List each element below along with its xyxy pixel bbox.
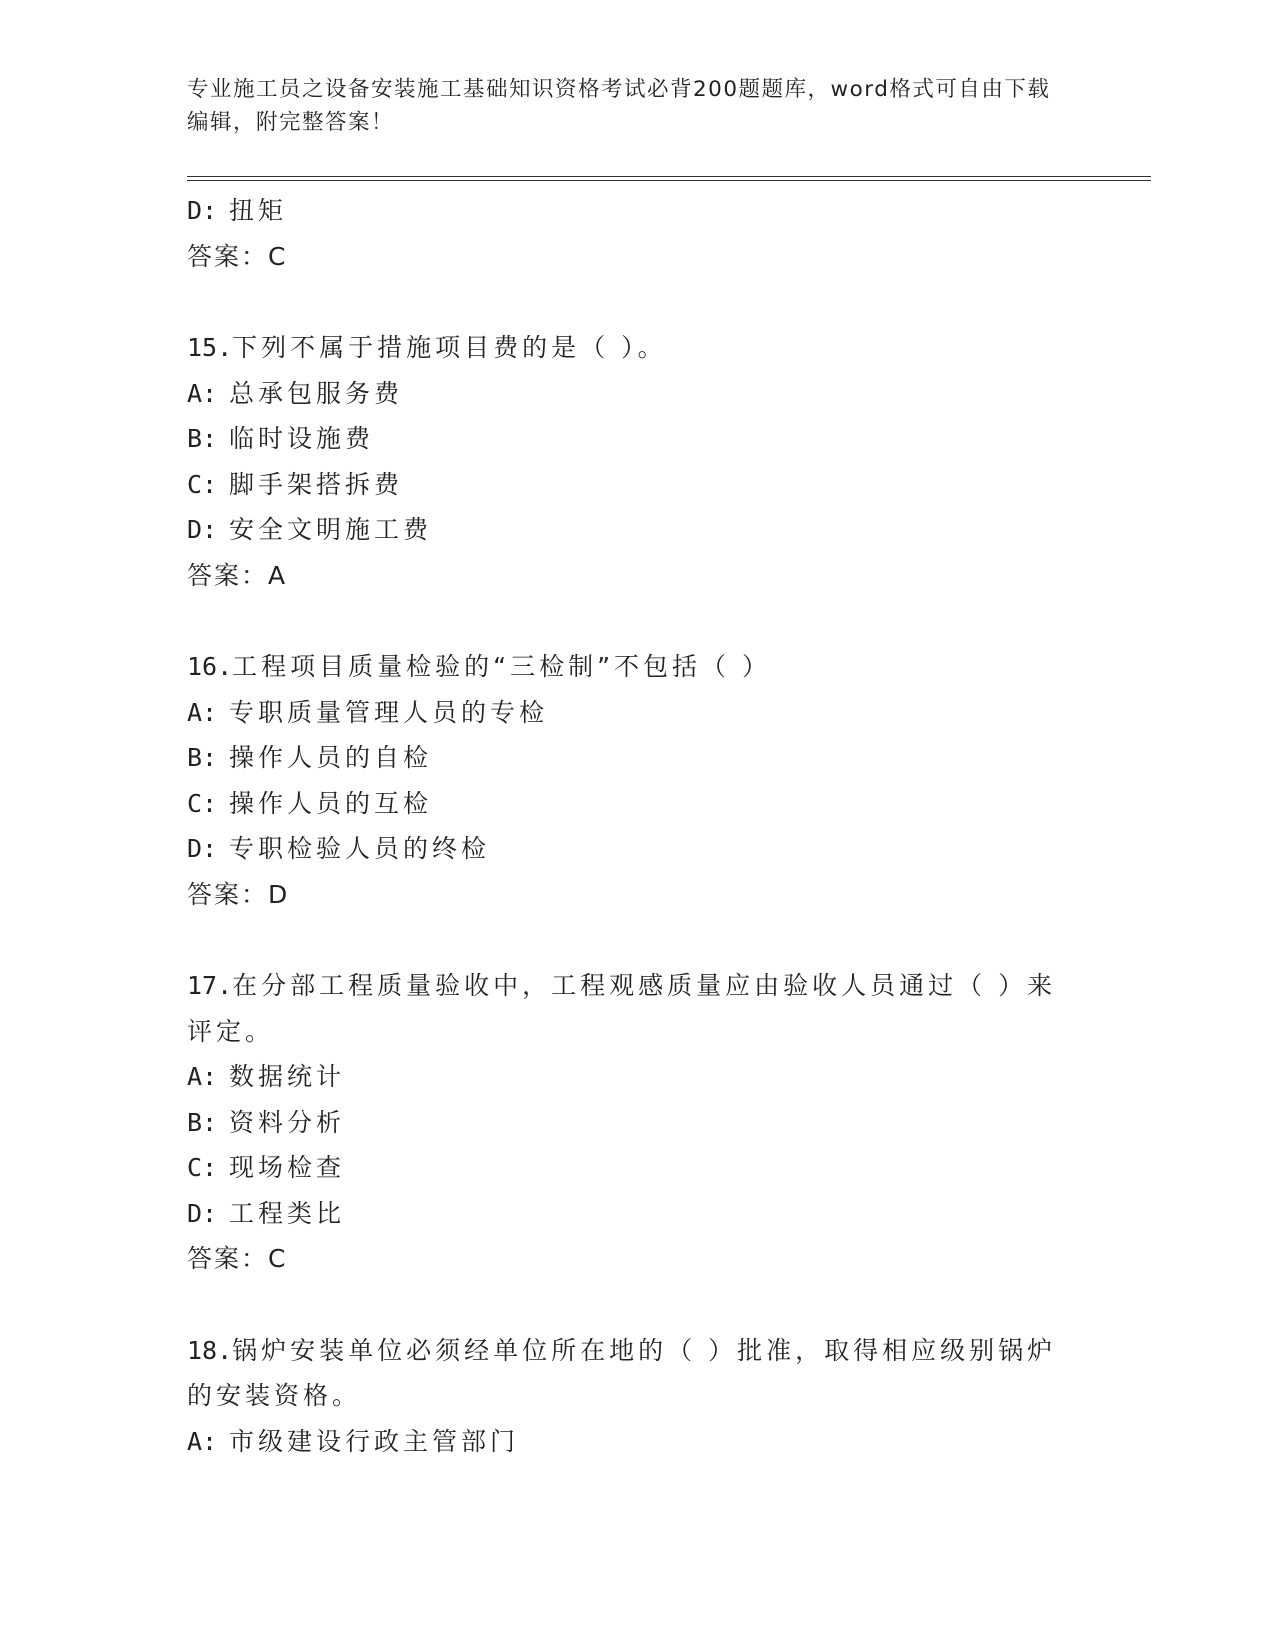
question-list: [187, 188, 1067, 1464]
option-key: C:: [187, 788, 218, 818]
option-c: [187, 1145, 1067, 1191]
option-text: 脚手架搭拆费: [229, 469, 404, 499]
answer-value: C: [268, 1244, 288, 1273]
header-double-rule: [187, 176, 1151, 181]
option-c: [187, 781, 1067, 827]
option-text: 市级建设行政主管部门: [229, 1426, 520, 1456]
option-text: 资料分析: [229, 1107, 346, 1137]
option-key: D:: [187, 196, 218, 225]
option-key: B:: [187, 743, 218, 772]
option-key: D:: [187, 515, 218, 544]
answer-label: 答案：: [187, 1244, 269, 1273]
option-a: [187, 1419, 1067, 1465]
option-key: A:: [187, 1426, 218, 1456]
spacer: [187, 598, 1067, 644]
question-number: 15.: [187, 333, 233, 362]
question-15-stem: [187, 325, 1067, 371]
question-number: 18.: [187, 1335, 233, 1365]
answer-value: A: [268, 560, 288, 590]
option-key: B:: [187, 424, 218, 453]
spacer: [187, 279, 1067, 325]
option-text: 临时设施费: [229, 424, 375, 453]
answer-label: 答案：: [187, 560, 269, 590]
option-a: [187, 690, 1067, 736]
answer-label: 答案：: [187, 241, 269, 271]
question-number: 17.: [187, 971, 233, 1000]
option-key: D:: [187, 834, 218, 863]
question-text: 锅炉安装单位必须经单位所在地的（ ）批准，取得相应级别锅炉的安装资格。: [187, 1335, 1057, 1410]
option-d: [187, 188, 1067, 234]
option-text: 扭矩: [229, 196, 288, 225]
question-17-stem: [187, 963, 1067, 1054]
option-key: C:: [187, 469, 218, 499]
option-key: B:: [187, 1107, 218, 1137]
question-18-stem: [187, 1328, 1067, 1419]
answer-line: [187, 872, 1067, 918]
option-d: [187, 826, 1067, 872]
option-text: 现场检查: [229, 1153, 346, 1182]
option-text: 安全文明施工费: [229, 515, 433, 544]
option-text: 操作人员的互检: [229, 788, 433, 818]
option-text: 数据统计: [229, 1062, 346, 1091]
option-b: [187, 735, 1067, 781]
answer-label: 答案：: [187, 879, 269, 909]
answer-value: D: [268, 879, 290, 909]
option-key: A:: [187, 378, 218, 408]
header-title: 专业施工员之设备安装施工基础知识资格考试必背200题题库，word格式可自由下载编辑，附完整答案！: [187, 77, 1051, 135]
question-number: 16.: [187, 652, 233, 681]
option-d: [187, 1191, 1067, 1237]
option-key: C:: [187, 1153, 218, 1182]
question-text: 下列不属于措施项目费的是（ ）。: [232, 333, 667, 362]
option-text: 专职质量管理人员的专检: [229, 697, 549, 727]
option-a: [187, 371, 1067, 417]
option-b: [187, 416, 1067, 462]
option-b: [187, 1100, 1067, 1146]
spacer: [187, 1282, 1067, 1328]
question-16-stem: [187, 644, 1067, 690]
option-key: A:: [187, 1062, 218, 1091]
option-text: 专职检验人员的终检: [229, 834, 491, 863]
option-text: 工程类比: [229, 1198, 346, 1228]
answer-value: C: [268, 241, 288, 271]
option-text: 总承包服务费: [229, 378, 404, 408]
option-c: [187, 462, 1067, 508]
option-a: [187, 1054, 1067, 1100]
answer-line: [187, 234, 1067, 280]
question-text: 在分部工程质量验收中，工程观感质量应由验收人员通过（ ）来评定。: [187, 971, 1057, 1046]
answer-line: [187, 1236, 1067, 1282]
option-text: 操作人员的自检: [229, 743, 433, 772]
option-d: [187, 507, 1067, 553]
answer-line: [187, 553, 1067, 599]
question-text: 工程项目质量检验的“三检制”不包括（ ）: [232, 652, 772, 681]
document-header: [187, 73, 1067, 139]
option-key: A:: [187, 697, 218, 727]
option-key: D:: [187, 1198, 218, 1228]
spacer: [187, 917, 1067, 963]
